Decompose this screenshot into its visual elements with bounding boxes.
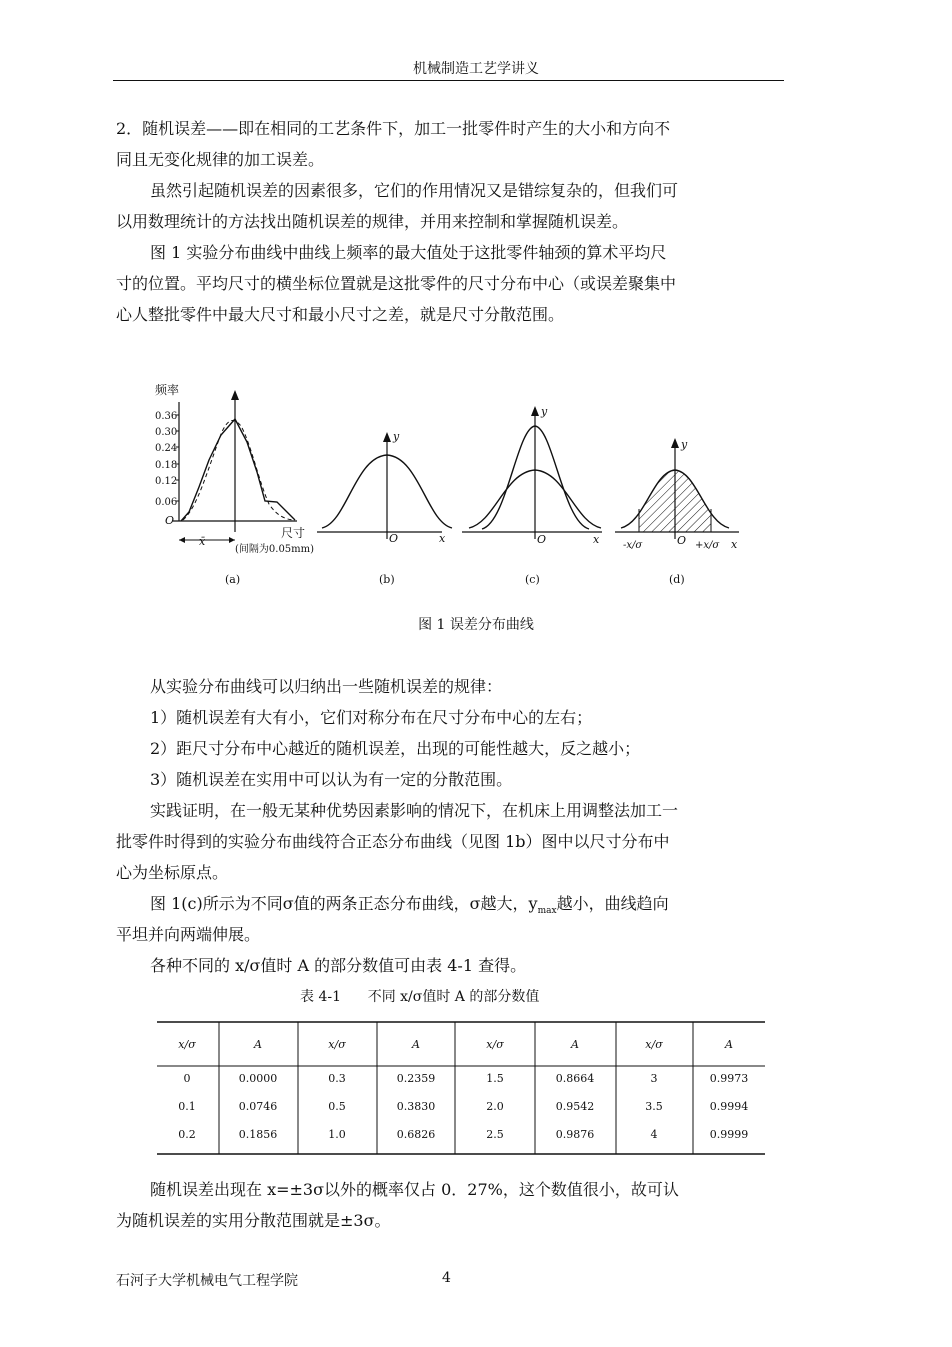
panel-c-y: y	[541, 405, 548, 418]
table-cell: 0.9876	[555, 1128, 595, 1141]
subscript: max	[537, 906, 557, 917]
panel-a-xlabel: 尺寸	[281, 526, 306, 540]
table-cell: 0.2359	[396, 1072, 436, 1085]
paragraph-line: 从实验分布曲线可以归纳出一些随机误差的规律：	[150, 677, 503, 696]
table-cell: 0.9542	[555, 1100, 595, 1113]
figure-caption: 图 1 误差分布曲线	[418, 617, 534, 633]
header-x-over-sigma: x/σ	[328, 1038, 346, 1051]
figure-panel-b	[317, 430, 452, 586]
panel-a-xbar: x̄	[199, 535, 206, 548]
figure-panel-c	[462, 405, 602, 586]
table-cell: 0.3830	[396, 1100, 436, 1113]
ytick-label: 0.18	[155, 460, 178, 471]
paragraph-line: 为随机误差的实用分散范围就是±3σ。	[116, 1211, 391, 1230]
table-cell: 1.5	[486, 1072, 504, 1085]
paragraph-line: 2．随机误差——即在相同的工艺条件下，加工一批零件时产生的大小和方向不	[116, 119, 671, 138]
table-cell: 0.9999	[709, 1128, 749, 1141]
panel-d-pos: +x/σ	[695, 540, 720, 551]
page-header-title: 机械制造工艺学讲义	[413, 61, 539, 77]
header-a: A	[571, 1038, 579, 1051]
paragraph-line: 实践证明，在一般无某种优势因素影响的情况下，在机床上用调整法加工一	[150, 801, 679, 820]
list-item: 2）距尺寸分布中心越近的随机误差，出现的可能性越大，反之越小；	[150, 739, 641, 758]
paragraph-line: 寸的位置。平均尺寸的横坐标位置就是这批零件的尺寸分布中心（或误差聚集中	[116, 274, 677, 293]
ytick-label: 0.12	[155, 476, 178, 487]
table-cell: 0.9994	[709, 1100, 749, 1113]
paragraph-line: 平坦并向两端伸展。	[116, 925, 261, 944]
panel-a-ylabel: 频率	[155, 383, 180, 397]
panel-b-x: x	[439, 532, 446, 545]
table-cell: 0.5	[328, 1100, 346, 1113]
table-cell: 0	[183, 1072, 191, 1085]
table-cell: 4	[650, 1128, 658, 1141]
figure-panel-a	[155, 382, 314, 586]
table-cell: 1.0	[328, 1128, 346, 1141]
figure-panel-d	[615, 438, 739, 586]
table-cell: 3.5	[645, 1100, 663, 1113]
paragraph-line: 虽然引起随机误差的因素很多，它们的作用情况又是错综复杂的，但我们可	[150, 181, 679, 200]
paragraph-line: 心为坐标原点。	[116, 863, 229, 882]
panel-d-label: (d)	[669, 573, 685, 586]
table-cell: 0.9973	[709, 1072, 749, 1085]
paragraph-line: 以用数理统计的方法找出随机误差的规律，并用来控制和掌握随机误差。	[116, 212, 629, 231]
table-cell: 0.3	[328, 1072, 346, 1085]
table-title: 表 4-1 不同 x/σ值时 A 的部分数值	[300, 989, 540, 1005]
panel-a-origin: O	[165, 514, 175, 527]
ytick-label: 0.36	[155, 411, 178, 422]
table-cell: 0.6826	[396, 1128, 436, 1141]
page-number: 4	[442, 1270, 451, 1286]
paragraph-line: 同且无变化规律的加工误差。	[116, 150, 325, 169]
panel-d-y: y	[681, 438, 688, 451]
paragraph-line: 图 1 实验分布曲线中曲线上频率的最大值处于这批零件轴颈的算术平均尺	[150, 243, 667, 262]
table-cell: 0.0000	[238, 1072, 278, 1085]
paragraph-line: 批零件时得到的实验分布曲线符合正态分布曲线（见图 1b）图中以尺寸分布中	[116, 832, 670, 851]
table-cell: 2.0	[486, 1100, 504, 1113]
header-x-over-sigma: x/σ	[178, 1038, 196, 1051]
table-cell: 2.5	[486, 1128, 504, 1141]
error-distribution-figure	[117, 362, 774, 605]
value-table	[147, 1018, 767, 1160]
text-run: 越小，曲线趋向	[556, 894, 669, 913]
header-rule	[113, 80, 784, 81]
header-a: A	[412, 1038, 420, 1051]
paragraph-line	[150, 894, 784, 921]
text-run: 图 1(c)所示为不同σ值的两条正态分布曲线，σ越大，y	[150, 894, 538, 913]
panel-d-neg: -x/σ	[623, 540, 643, 551]
paragraph-line: 随机误差出现在 x=±3σ以外的概率仅占 0．27%，这个数值很小，故可认	[150, 1180, 679, 1199]
table-cell: 0.2	[178, 1128, 196, 1141]
header-a: A	[254, 1038, 262, 1051]
paragraph-line: 心人整批零件中最大尺寸和最小尺寸之差，就是尺寸分散范围。	[116, 305, 565, 324]
panel-a-xnote: (间隔为0.05mm)	[235, 544, 315, 555]
panel-b-o: O	[389, 532, 399, 545]
list-item: 1）随机误差有大有小，它们对称分布在尺寸分布中心的左右；	[150, 708, 593, 727]
table-cell: 0.1856	[238, 1128, 278, 1141]
paragraph-line: 各种不同的 x/σ值时 A 的部分数值可由表 4-1 查得。	[150, 956, 527, 975]
ytick-label: 0.30	[155, 427, 178, 438]
header-a: A	[725, 1038, 733, 1051]
table-cell: 0.0746	[238, 1100, 278, 1113]
panel-c-o: O	[537, 533, 547, 546]
table-cell: 3	[650, 1072, 658, 1085]
ytick-label: 0.06	[155, 497, 178, 508]
panel-b-y: y	[393, 430, 400, 443]
footer-school: 石河子大学机械电气工程学院	[116, 1273, 298, 1289]
panel-c-x: x	[593, 533, 600, 546]
header-x-over-sigma: x/σ	[645, 1038, 663, 1051]
header-x-over-sigma: x/σ	[486, 1038, 504, 1051]
list-item: 3）随机误差在实用中可以认为有一定的分散范围。	[150, 770, 513, 789]
panel-a-label: (a)	[225, 573, 241, 586]
panel-d-o: O	[677, 534, 687, 547]
panel-c-label: (c)	[525, 573, 540, 586]
panel-b-label: (b)	[379, 573, 395, 586]
ytick-label: 0.24	[155, 443, 178, 454]
table-cell: 0.1	[178, 1100, 196, 1113]
table-cell: 0.8664	[555, 1072, 595, 1085]
panel-d-x: x	[731, 538, 738, 551]
